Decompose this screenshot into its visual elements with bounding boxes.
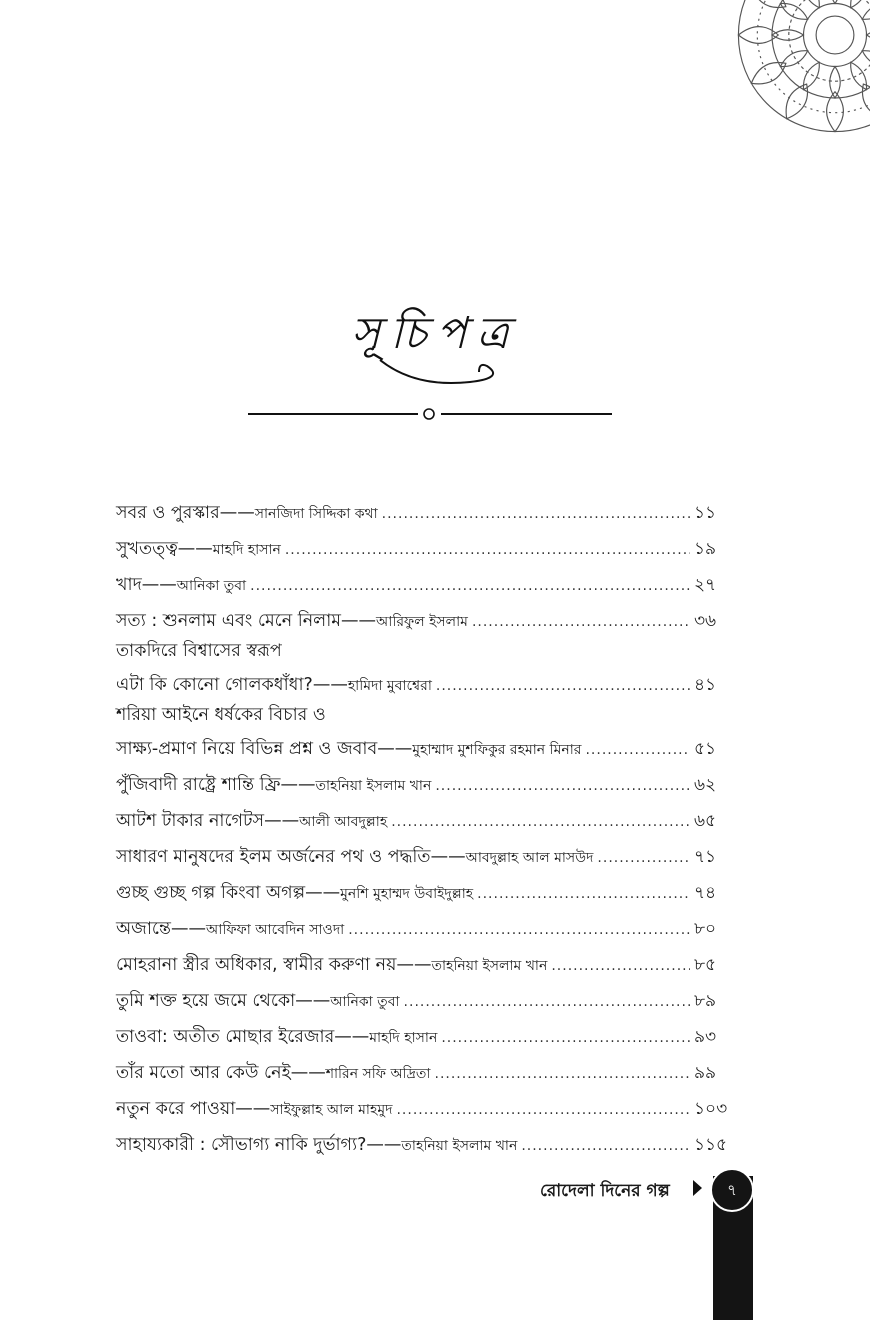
dot-leader [285,542,690,558]
toc-entry[interactable]: সাক্ষ্য-প্রমাণ নিয়ে বিভিন্ন প্রশ্ন ও জবাব —— মুহাম্মাদ মুশফিকুর রহমান মিনার ..... ৫১ [116,736,738,772]
entry-author: আবদুল্লাহ আল মাসউদ [465,850,594,866]
dot-leader [477,886,690,902]
toc-entry[interactable]: সুখতত্ত্ব —— মাহদি হাসান ..... ১৯ [116,536,738,572]
entry-title: গুচ্ছ গুচ্ছ গল্প কিংবা অগল্প [116,883,306,903]
dot-leader [521,1138,690,1154]
dot-leader [436,678,690,694]
entry-title: খাদ [116,575,142,595]
toc-entry[interactable]: আটশ টাকার নাগেটস —— আলী আবদুল্লাহ ..... ৬৫ [116,808,738,844]
entry-page: ৫১ [694,739,717,759]
entry-author: আফিফা আবেদিন সাওদা [205,922,345,938]
entry-author: মাহদি হাসান [369,1030,438,1046]
entry-title: এটা কি কোনো গোলকধাঁধা? [116,675,313,695]
entry-page: ৬২ [694,775,717,795]
toc-entry[interactable]: সাহায্যকারী : সৌভাগ্য নাকি দুর্ভাগ্য? —— তাহনিয়া ইসলাম খান ..... ১১৫ [116,1132,738,1168]
entry-author: সানজিদা সিদ্দিকা কথা [254,506,378,522]
dot-leader [472,614,690,630]
dot-leader [435,1066,691,1082]
dot-leader [250,578,690,594]
entry-page: ১৯ [694,539,717,559]
entry-title-prefix: শরিয়া আইনে ধর্ষকের বিচার ও [116,705,326,725]
entry-author: মুহাম্মাদ মুশফিকুর রহমান মিনার [412,742,582,758]
toc-entry[interactable]: পুঁজিবাদী রাষ্ট্রে শান্তি ফ্রি —— তাহনিয়া ইসলাম খান ..... ৬২ [116,772,738,808]
dot-leader [382,506,690,522]
entry-page: ৪১ [694,675,717,695]
toc-entry[interactable]: তাওবা: অতীত মোছার ইরেজার —— মাহদি হাসান ..... ৯৩ [116,1024,738,1060]
entry-author: তাহনিয়া ইসলাম খান [315,778,432,794]
entry-title: তাওবা: অতীত মোছার ইরেজার [116,1027,335,1047]
toc-entry[interactable]: তুমি শক্ত হয়ে জমে থেকো —— আনিকা তুবা ..... ৮৯ [116,988,738,1024]
dot-leader [396,1102,690,1118]
entry-title-prefix: তাকদিরে বিশ্বাসের স্বরূপ [116,641,282,661]
entry-author: তাহনিয়া ইসলাম খান [401,1138,518,1154]
entry-page: ৬৫ [694,811,717,831]
entry-author: হামিদা মুবাশ্বেরা [347,678,432,694]
entry-title: নতুন করে পাওয়া [116,1099,236,1119]
dot-leader [435,778,690,794]
toc-entry[interactable]: গুচ্ছ গুচ্ছ গল্প কিংবা অগল্প —— মুনশি মুহাম্মদ উবাইদুল্লাহ ..... ৭৪ [116,880,738,916]
circle-divider-ornament-icon [248,404,612,424]
dot-leader [391,814,690,830]
entry-page: ৯৯ [694,1063,717,1083]
toc-entry[interactable]: তাঁর মতো আর কেউ নেই —— শারিন সফি অদ্রিতা ..... ৯৯ [116,1060,738,1096]
entry-page: ৮৫ [694,955,717,975]
entry-author: মুনশি মুহাম্মদ উবাইদুল্লাহ [340,886,474,902]
triangle-arrow-icon [693,1180,702,1196]
title-swash-ornament [375,352,525,392]
entry-page: ১১৫ [694,1135,728,1155]
entry-title: আটশ টাকার নাগেটস [116,811,265,831]
toc-entry[interactable]: এটা কি কোনো গোলকধাঁধা? —— হামিদা মুবাশ্বেরা ..... ৪১ [116,672,738,702]
running-footer-book-title: রোদেলা দিনের গল্প [540,1181,670,1201]
dot-leader [597,850,690,866]
entry-author: শারিন সফি অদ্রিতা [325,1066,431,1082]
toc-entry[interactable]: সবর ও পুরস্কার —— সানজিদা সিদ্দিকা কথা ..... ১১ [116,500,738,536]
entry-title: সত্য : শুনলাম এবং মেনে নিলাম [116,611,341,631]
page-title: সূচিপত্র [351,308,519,359]
entry-title: সাক্ষ্য-প্রমাণ নিয়ে বিভিন্ন প্রশ্ন ও জবাব [116,739,378,759]
mandala-ornament-icon [730,0,870,140]
entry-author: আরিফুল ইসলাম [375,614,468,630]
entry-title: অজান্তে [116,919,171,939]
entry-title: পুঁজিবাদী রাষ্ট্রে শান্তি ফ্রি [116,775,281,795]
entry-title: সাধারণ মানুষদের ইলম অর্জনের পথ ও পদ্ধতি [116,847,431,867]
entry-title: সবর ও পুরস্কার [116,503,220,523]
entry-page: ৮০ [694,919,717,939]
entry-title: মোহরানা স্ত্রীর অধিকার, স্বামীর করুণা নয় [116,955,397,975]
toc-entry[interactable]: সাধারণ মানুষদের ইলম অর্জনের পথ ও পদ্ধতি —— আবদুল্লাহ আল মাসউদ ..... ৭১ [116,844,738,880]
entry-author: আনিকা তুবা [176,578,247,594]
table-of-contents [116,500,738,1168]
entry-page: ৭১ [694,847,717,867]
entry-author: আলী আবদুল্লাহ [299,814,388,830]
entry-author: আনিকা তুবা [330,994,400,1010]
toc-entry[interactable]: মোহরানা স্ত্রীর অধিকার, স্বামীর করুণা নয় —— তাহনিয়া ইসলাম খান ..... ৮৫ [116,952,738,988]
entry-page: ১০৩ [694,1099,728,1119]
entry-page: ১১ [694,503,717,523]
entry-title: সুখতত্ত্ব [116,539,178,559]
entry-author: তাহনিয়া ইসলাম খান [431,958,548,974]
dot-leader [348,922,690,938]
dot-leader [551,958,690,974]
toc-entry[interactable]: খাদ —— আনিকা তুবা ..... ২৭ [116,572,738,608]
dot-leader [585,742,690,758]
page-number-badge: ৭ [710,1168,754,1212]
toc-entry[interactable]: নতুন করে পাওয়া —— সাইফুল্লাহ আল মাহমুদ ..... ১০৩ [116,1096,738,1132]
entry-page: ৮৯ [694,991,717,1011]
toc-entry[interactable]: সত্য : শুনলাম এবং মেনে নিলাম —— আরিফুল ইসলাম ..... ৩৬ [116,608,738,638]
entry-page: ৩৬ [694,611,717,631]
entry-author: সাইফুল্লাহ আল মাহমুদ [270,1102,393,1118]
entry-title: তাঁর মতো আর কেউ নেই [116,1063,291,1083]
dot-leader [404,994,690,1010]
entry-page: ৭৪ [694,883,717,903]
entry-title: তুমি শক্ত হয়ে জমে থেকো [116,991,296,1011]
entry-author: মাহদি হাসান [212,542,281,558]
entry-page: ৯৩ [694,1027,717,1047]
toc-entry[interactable]: অজান্তে —— আফিফা আবেদিন সাওদা ..... ৮০ [116,916,738,952]
entry-page: ২৭ [694,575,717,595]
entry-title: সাহায্যকারী : সৌভাগ্য নাকি দুর্ভাগ্য? [116,1135,367,1155]
dot-leader [441,1030,690,1046]
